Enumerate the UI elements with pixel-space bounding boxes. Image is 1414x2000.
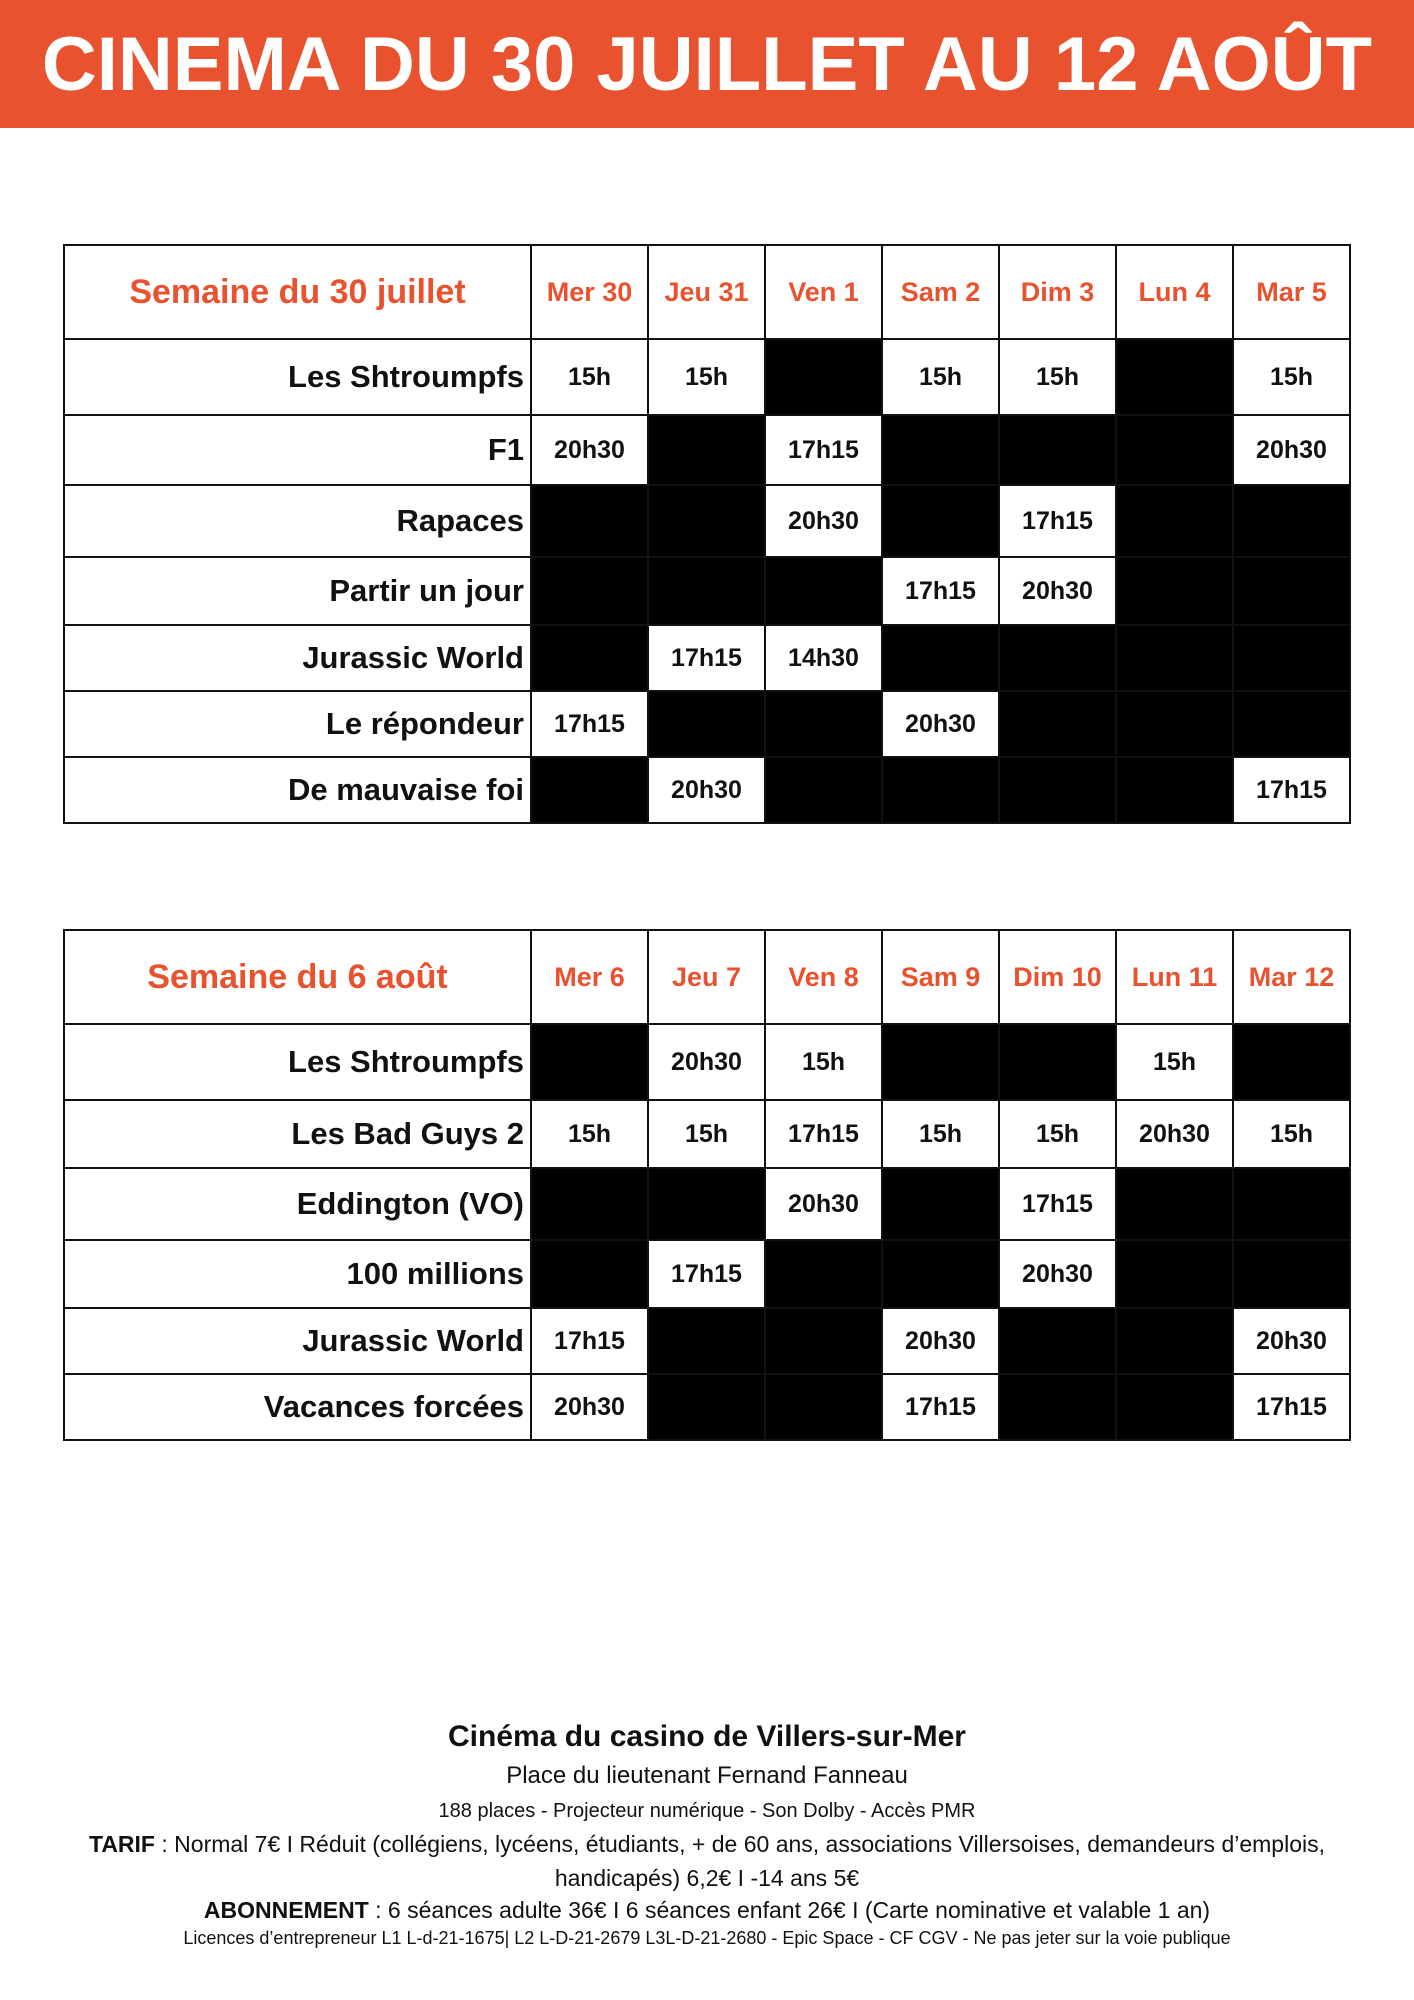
- film-row: [64, 1374, 1350, 1440]
- no-showing-cell: [648, 415, 765, 485]
- no-showing-cell: [765, 557, 882, 625]
- abonnement-label: ABONNEMENT: [203, 1897, 369, 1923]
- abonnement-text: : 6 séances adulte 36€ I 6 séances enfant 26€ I (Carte nominative et valable 1 an): [368, 1897, 1211, 1923]
- day-header: Dim 3: [999, 245, 1116, 339]
- no-showing-cell: [1233, 1240, 1350, 1308]
- showtime-cell: 20h30: [1233, 1308, 1350, 1374]
- film-title: Les Shtroumpfs: [64, 1024, 531, 1100]
- film-row: [64, 415, 1350, 485]
- no-showing-cell: [1233, 557, 1350, 625]
- showtime-cell: 15h: [882, 1100, 999, 1168]
- no-showing-cell: [1233, 625, 1350, 691]
- no-showing-cell: [531, 1024, 648, 1100]
- no-showing-cell: [765, 339, 882, 415]
- no-showing-cell: [531, 485, 648, 557]
- showtime-cell: 20h30: [765, 1168, 882, 1240]
- no-showing-cell: [1116, 625, 1233, 691]
- showtime-cell: 17h15: [531, 1308, 648, 1374]
- no-showing-cell: [999, 691, 1116, 757]
- tarif-info: [0, 1827, 1414, 1895]
- showtime-cell: 20h30: [1116, 1100, 1233, 1168]
- film-row: [64, 485, 1350, 557]
- film-title: De mauvaise foi: [64, 757, 531, 823]
- tarif-label: TARIF: [88, 1831, 155, 1857]
- day-header: Mer 30: [531, 245, 648, 339]
- no-showing-cell: [765, 691, 882, 757]
- no-showing-cell: [1116, 557, 1233, 625]
- week-label: Semaine du 30 juillet: [64, 245, 531, 339]
- day-header: Dim 10: [999, 930, 1116, 1024]
- showtime-cell: 15h: [648, 339, 765, 415]
- no-showing-cell: [648, 691, 765, 757]
- cinema-name: Cinéma du casino de Villers-sur-Mer: [448, 1720, 966, 1753]
- licences: Licences d’entrepreneur L1 L-d-21-1675| L2 L-D-21-2679 L3L-D-21-2680 - Epic Space - CF CGV - Ne pas jeter sur la voie publique: [183, 1928, 1231, 1948]
- showtime-cell: 20h30: [999, 1240, 1116, 1308]
- showtime-cell: 15h: [1233, 339, 1350, 415]
- no-showing-cell: [1116, 1240, 1233, 1308]
- no-showing-cell: [765, 1308, 882, 1374]
- cinema-specs: 188 places - Projecteur numérique - Son Dolby - Accès PMR: [438, 1800, 976, 1822]
- no-showing-cell: [1116, 339, 1233, 415]
- showtime-cell: 15h: [531, 339, 648, 415]
- no-showing-cell: [1116, 485, 1233, 557]
- showtime-cell: 17h15: [765, 415, 882, 485]
- film-row: [64, 1168, 1350, 1240]
- film-title: Eddington (VO): [64, 1168, 531, 1240]
- film-title: Jurassic World: [64, 625, 531, 691]
- showtime-cell: 17h15: [648, 625, 765, 691]
- showtime-cell: 17h15: [999, 485, 1116, 557]
- day-header: Jeu 7: [648, 930, 765, 1024]
- showtime-cell: 17h15: [999, 1168, 1116, 1240]
- no-showing-cell: [765, 757, 882, 823]
- cinema-address: Place du lieutenant Fernand Fanneau: [506, 1762, 908, 1789]
- film-title: Jurassic World: [64, 1308, 531, 1374]
- no-showing-cell: [648, 557, 765, 625]
- showtime-cell: 17h15: [765, 1100, 882, 1168]
- film-row: [64, 339, 1350, 415]
- no-showing-cell: [1116, 415, 1233, 485]
- film-row: [64, 1240, 1350, 1308]
- showtime-cell: 20h30: [882, 1308, 999, 1374]
- showtime-cell: 17h15: [1233, 757, 1350, 823]
- no-showing-cell: [1116, 691, 1233, 757]
- tarif-text-2: handicapés) 6,2€ I -14 ans 5€: [554, 1865, 860, 1891]
- film-row: [64, 625, 1350, 691]
- no-showing-cell: [1116, 1308, 1233, 1374]
- day-header: Ven 1: [765, 245, 882, 339]
- showtime-cell: 20h30: [531, 1374, 648, 1440]
- showtime-cell: 20h30: [1233, 415, 1350, 485]
- film-title: Le répondeur: [64, 691, 531, 757]
- day-header: Mar 12: [1233, 930, 1350, 1024]
- no-showing-cell: [999, 1024, 1116, 1100]
- film-row: [64, 691, 1350, 757]
- showtime-cell: 20h30: [765, 485, 882, 557]
- showtime-cell: 14h30: [765, 625, 882, 691]
- film-title: 100 millions: [64, 1240, 531, 1308]
- week-label: Semaine du 6 août: [64, 930, 531, 1024]
- week-2-schedule: [63, 929, 1351, 1441]
- abonnement-info: [0, 1897, 1414, 1924]
- no-showing-cell: [648, 1374, 765, 1440]
- no-showing-cell: [999, 757, 1116, 823]
- no-showing-cell: [648, 485, 765, 557]
- film-title: Les Shtroumpfs: [64, 339, 531, 415]
- showtime-cell: 17h15: [1233, 1374, 1350, 1440]
- film-title: Partir un jour: [64, 557, 531, 625]
- day-header: Jeu 31: [648, 245, 765, 339]
- showtime-cell: 15h: [648, 1100, 765, 1168]
- day-header: Mer 6: [531, 930, 648, 1024]
- showtime-cell: 20h30: [999, 557, 1116, 625]
- showtime-cell: 15h: [1116, 1024, 1233, 1100]
- no-showing-cell: [882, 415, 999, 485]
- showtime-cell: 15h: [531, 1100, 648, 1168]
- no-showing-cell: [882, 757, 999, 823]
- day-header: Lun 4: [1116, 245, 1233, 339]
- day-header: Sam 9: [882, 930, 999, 1024]
- no-showing-cell: [999, 415, 1116, 485]
- film-title: Rapaces: [64, 485, 531, 557]
- no-showing-cell: [882, 625, 999, 691]
- film-row: [64, 557, 1350, 625]
- no-showing-cell: [1116, 757, 1233, 823]
- no-showing-cell: [882, 1168, 999, 1240]
- no-showing-cell: [1233, 691, 1350, 757]
- page-title: CINEMA DU 30 JUILLET AU 12 AOÛT: [41, 21, 1373, 107]
- no-showing-cell: [999, 625, 1116, 691]
- no-showing-cell: [1233, 1024, 1350, 1100]
- no-showing-cell: [531, 625, 648, 691]
- no-showing-cell: [882, 485, 999, 557]
- no-showing-cell: [882, 1240, 999, 1308]
- tarif-text-1: : Normal 7€ I Réduit (collégiens, lycéens, étudiants, + de 60 ans, associations Villersoises, demandeurs d’emplois,: [155, 1831, 1325, 1857]
- showtime-cell: 17h15: [882, 557, 999, 625]
- day-header: Ven 8: [765, 930, 882, 1024]
- week-1-schedule: [63, 244, 1351, 824]
- no-showing-cell: [531, 1168, 648, 1240]
- no-showing-cell: [1116, 1168, 1233, 1240]
- film-row: [64, 757, 1350, 823]
- showtime-cell: 15h: [1233, 1100, 1350, 1168]
- no-showing-cell: [999, 1308, 1116, 1374]
- no-showing-cell: [531, 757, 648, 823]
- showtime-cell: 20h30: [648, 1024, 765, 1100]
- showtime-cell: 15h: [999, 339, 1116, 415]
- day-header: Sam 2: [882, 245, 999, 339]
- film-title: F1: [64, 415, 531, 485]
- film-title: Les Bad Guys 2: [64, 1100, 531, 1168]
- showtime-cell: 20h30: [648, 757, 765, 823]
- day-header: Lun 11: [1116, 930, 1233, 1024]
- no-showing-cell: [1233, 1168, 1350, 1240]
- no-showing-cell: [1116, 1374, 1233, 1440]
- showtime-cell: 20h30: [531, 415, 648, 485]
- film-title: Vacances forcées: [64, 1374, 531, 1440]
- film-row: [64, 1100, 1350, 1168]
- no-showing-cell: [1233, 485, 1350, 557]
- showtime-cell: 15h: [999, 1100, 1116, 1168]
- no-showing-cell: [882, 1024, 999, 1100]
- title-banner: [0, 0, 1414, 128]
- no-showing-cell: [648, 1308, 765, 1374]
- showtime-cell: 17h15: [882, 1374, 999, 1440]
- showtime-cell: 15h: [765, 1024, 882, 1100]
- footer: [0, 1720, 1414, 1949]
- showtime-cell: 15h: [882, 339, 999, 415]
- no-showing-cell: [765, 1240, 882, 1308]
- showtime-cell: 20h30: [882, 691, 999, 757]
- day-header: Mar 5: [1233, 245, 1350, 339]
- film-row: [64, 1024, 1350, 1100]
- no-showing-cell: [999, 1374, 1116, 1440]
- no-showing-cell: [648, 1168, 765, 1240]
- film-row: [64, 1308, 1350, 1374]
- no-showing-cell: [531, 1240, 648, 1308]
- no-showing-cell: [765, 1374, 882, 1440]
- no-showing-cell: [531, 557, 648, 625]
- showtime-cell: 17h15: [531, 691, 648, 757]
- showtime-cell: 17h15: [648, 1240, 765, 1308]
